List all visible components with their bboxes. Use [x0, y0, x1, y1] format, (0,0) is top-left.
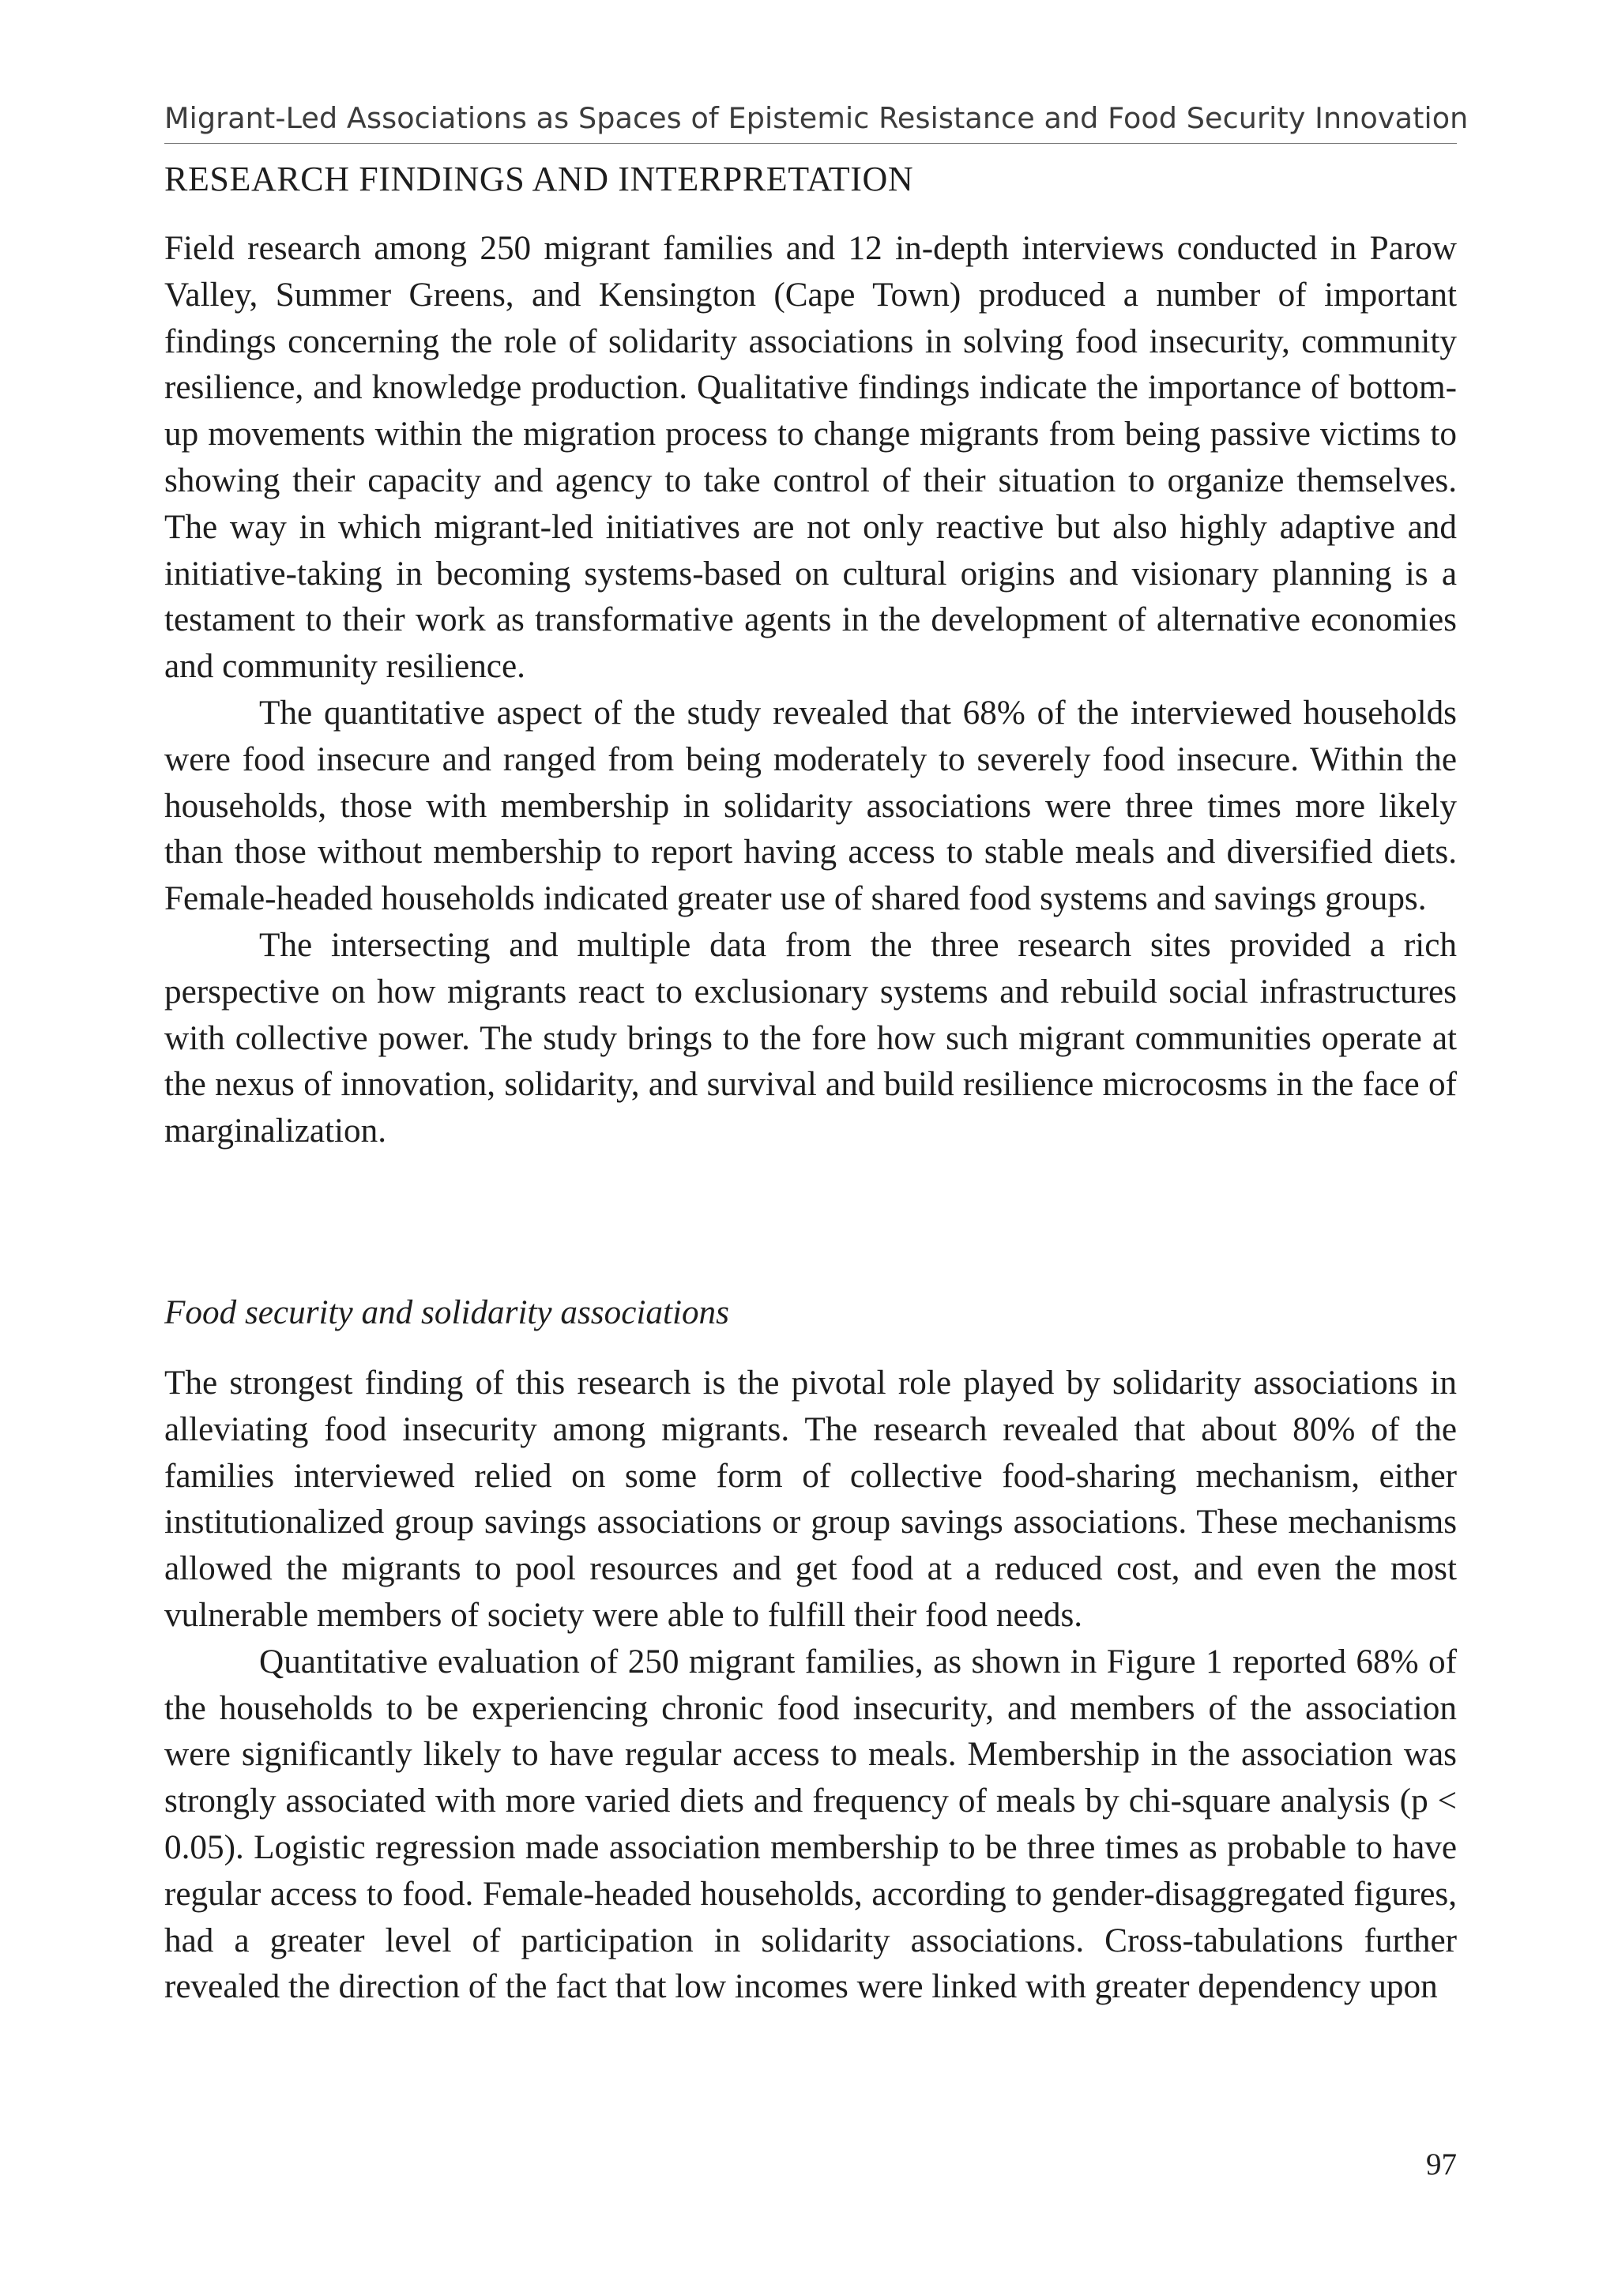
- page-number: 97: [1426, 2147, 1457, 2181]
- body-paragraph: Field research among 250 migrant families and 12 in-depth interviews conducted in Parow Valley, Summer Greens, and Kensington (Cape Town) produced a number of important findings concerning the role of solidarity associations in solving food insecurity, community resilience, and knowledge production. Qualitative findings indicate the importance of bottom-up movements within the migration process to change migrants from being passive victims to showing their capacity and agency to take control of their situation to organize themselves. The way in which migrant-led initiatives are not only reactive but also highly adaptive and initiative-taking in becoming systems-based on cultural origins and visionary planning is a testament to their work as transformative agents in the development of alternative economies and community resilience.: [164, 230, 1457, 686]
- header-divider: [164, 143, 1457, 144]
- body-paragraph: The quantitative aspect of the study revealed that 68% of the interviewed households were food insecure and ranged from being moderately to severely food insecure. Within the households, those with membership in solidarity associations were three times more likely than those without membership to report having access to stable meals and diversified diets. Female-headed households indicated greater use of shared food systems and savings groups.: [164, 694, 1457, 918]
- body-paragraph: The strongest finding of this research is the pivotal role played by solidarity associations in alleviating food insecurity among migrants. The research revealed that about 80% of the families interviewed relied on some form of collective food-sharing mechanism, either institutionalized group savings associations or group savings associations. These mechanisms allowed the migrants to pool resources and get food at a reduced cost, and even the most vulnerable members of society were able to fulfill their food needs.: [164, 1364, 1457, 1634]
- body-paragraph: The intersecting and multiple data from the three research sites provided a rich perspective on how migrants react to exclusionary systems and rebuild social infrastructures with collective power. The study brings to the fore how such migrant communities operate at the nexus of innovation, solidarity, and survival and build resilience microcosms in the face of marginalization.: [164, 926, 1457, 1150]
- intro-text-block: [164, 226, 1457, 1155]
- document-page: [164, 0, 1469, 2296]
- section-heading: RESEARCH FINDINGS AND INTERPRETATION: [164, 160, 914, 198]
- subsection-text-block: [164, 1361, 1457, 2011]
- body-paragraph: Quantitative evaluation of 250 migrant families, as shown in Figure 1 reported 68% of the households to be experiencing chronic food insecurity, and members of the association were significantly likely to have regular access to meals. Membership in the association was strongly associated with more varied diets and frequency of meals by chi-square analysis (p < 0.05). Logistic regression made association membership to be three times as probable to have regular access to food. Female-headed households, according to gender-disaggregated figures, had a greater level of participation in solidarity associations. Cross-tabulations further revealed the direction of the fact that low incomes were linked with greater dependency upon: [164, 1643, 1457, 2006]
- subsection-heading: Food security and solidarity associations: [164, 1294, 729, 1331]
- running-header: Migrant-Led Associations as Spaces of Epistemic Resistance and Food Security Innovation: [164, 101, 1469, 135]
